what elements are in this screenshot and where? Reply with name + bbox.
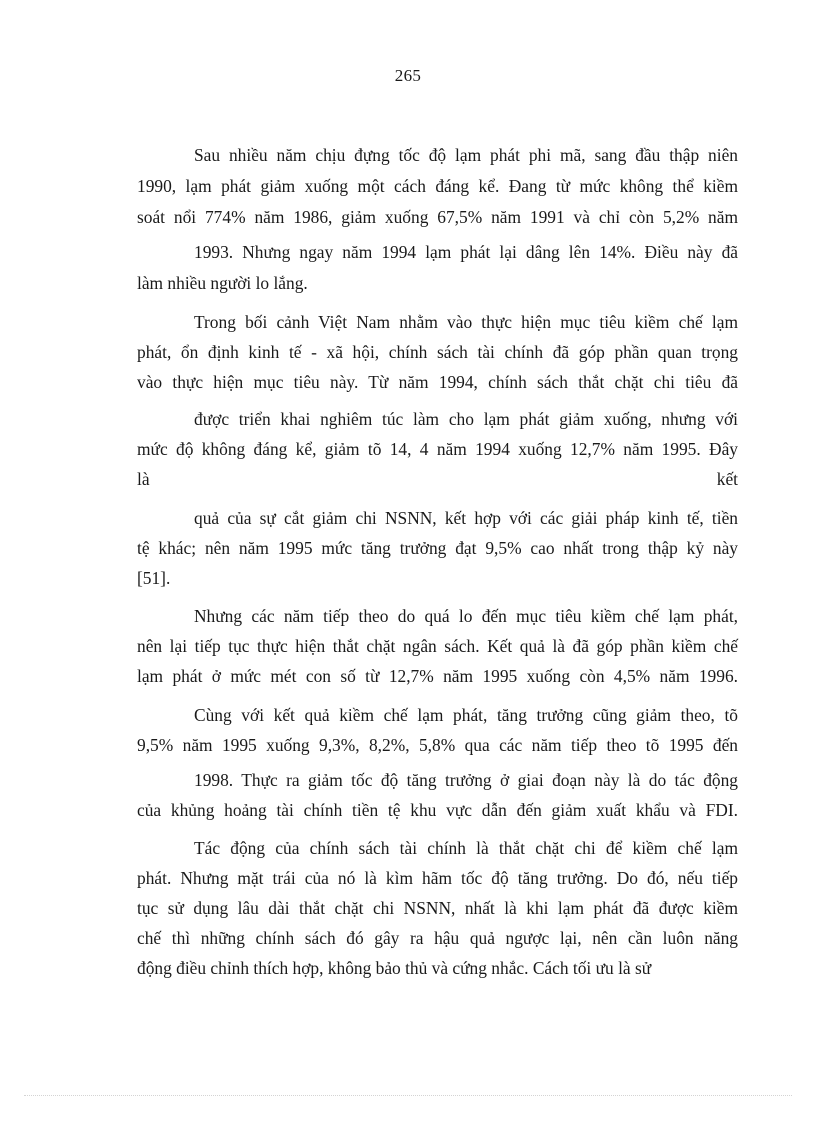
text-line: [51].: [137, 568, 171, 588]
text-line: động điều chỉnh thích hợp, không bảo thủ và cứng nhắc. Cách tối ưu là sử: [137, 958, 652, 978]
text-line: làm nhiều người lo lắng.: [137, 273, 308, 293]
text-line: Tác động của chính sách tài chính là thắt chặt chi để kiềm chế lạm: [194, 838, 738, 858]
text-line: tục sử dụng lâu dài thắt chặt chi NSNN, nhất là khi lạm phát đã được kiềm: [137, 898, 738, 918]
page-bottom-rule: [24, 1095, 792, 1096]
text-fragment: kết: [716, 469, 738, 489]
text-line: Cùng với kết quả kiềm chế lạm phát, tăng trưởng cũng giảm theo, tõ: [194, 705, 738, 725]
text-line: 1990, lạm phát giảm xuống một cách đáng kể. Đang từ mức không thể kiềm: [137, 176, 738, 196]
text-line: Nhưng các năm tiếp theo do quá lo đến mục tiêu kiềm chế lạm phát,: [194, 606, 738, 626]
text-line: nên lại tiếp tục thực hiện thắt chặt ngân sách. Kết quả là đã góp phần kiềm chế: [137, 636, 738, 656]
page-number: 265: [394, 66, 422, 85]
text-line: được triển khai nghiêm túc làm cho lạm phát giảm xuống, nhưng với: [194, 409, 738, 429]
text-line: 1998. Thực ra giảm tốc độ tăng trưởng ở giai đoạn này là do tác động: [194, 770, 738, 790]
text-fragment: là: [137, 469, 150, 489]
text-line: soát nổi 774% năm 1986, giảm xuống 67,5% năm 1991 và chỉ còn 5,2% năm: [137, 207, 738, 227]
text-line: Sau nhiều năm chịu đựng tốc độ lạm phát phi mã, sang đầu thập niên: [194, 145, 738, 165]
text-line: 9,5% năm 1995 xuống 9,3%, 8,2%, 5,8% qua các năm tiếp theo tõ 1995 đến: [137, 735, 738, 755]
text-line: 1993. Nhưng ngay năm 1994 lạm phát lại dâng lên 14%. Điều này đã: [194, 242, 738, 262]
text-line: lạm phát ở mức mét con số từ 12,7% năm 1995 xuống còn 4,5% năm 1996.: [137, 666, 738, 686]
text-line: Trong bối cảnh Việt Nam nhằm vào thực hiện mục tiêu kiềm chế lạm: [194, 312, 738, 332]
text-line: phát. Nhưng mặt trái của nó là kìm hãm tốc độ tăng trưởng. Do đó, nếu tiếp: [137, 868, 738, 888]
text-line: tệ khác; nên năm 1995 mức tăng trưởng đạt 9,5% cao nhất trong thập kỷ này: [137, 538, 738, 558]
text-line: mức độ không đáng kể, giảm tõ 14, 4 năm 1994 xuống 12,7% năm 1995. Đây: [137, 439, 738, 459]
text-line-split: [137, 469, 738, 489]
text-line: quả của sự cắt giảm chi NSNN, kết hợp với các giải pháp kinh tế, tiền: [194, 508, 738, 528]
text-line: chế thì những chính sách đó gây ra hậu quả ngược lại, nên cần luôn năng: [137, 928, 738, 948]
text-line: vào thực hiện mục tiêu này. Từ năm 1994, chính sách thắt chặt chi tiêu đã: [137, 372, 738, 392]
text-line: phát, ổn định kinh tế - xã hội, chính sách tài chính đã góp phần quan trọng: [137, 342, 738, 362]
text-line: của khủng hoảng tài chính tiền tệ khu vực dẫn đến giảm xuất khẩu và FDI.: [137, 800, 738, 820]
